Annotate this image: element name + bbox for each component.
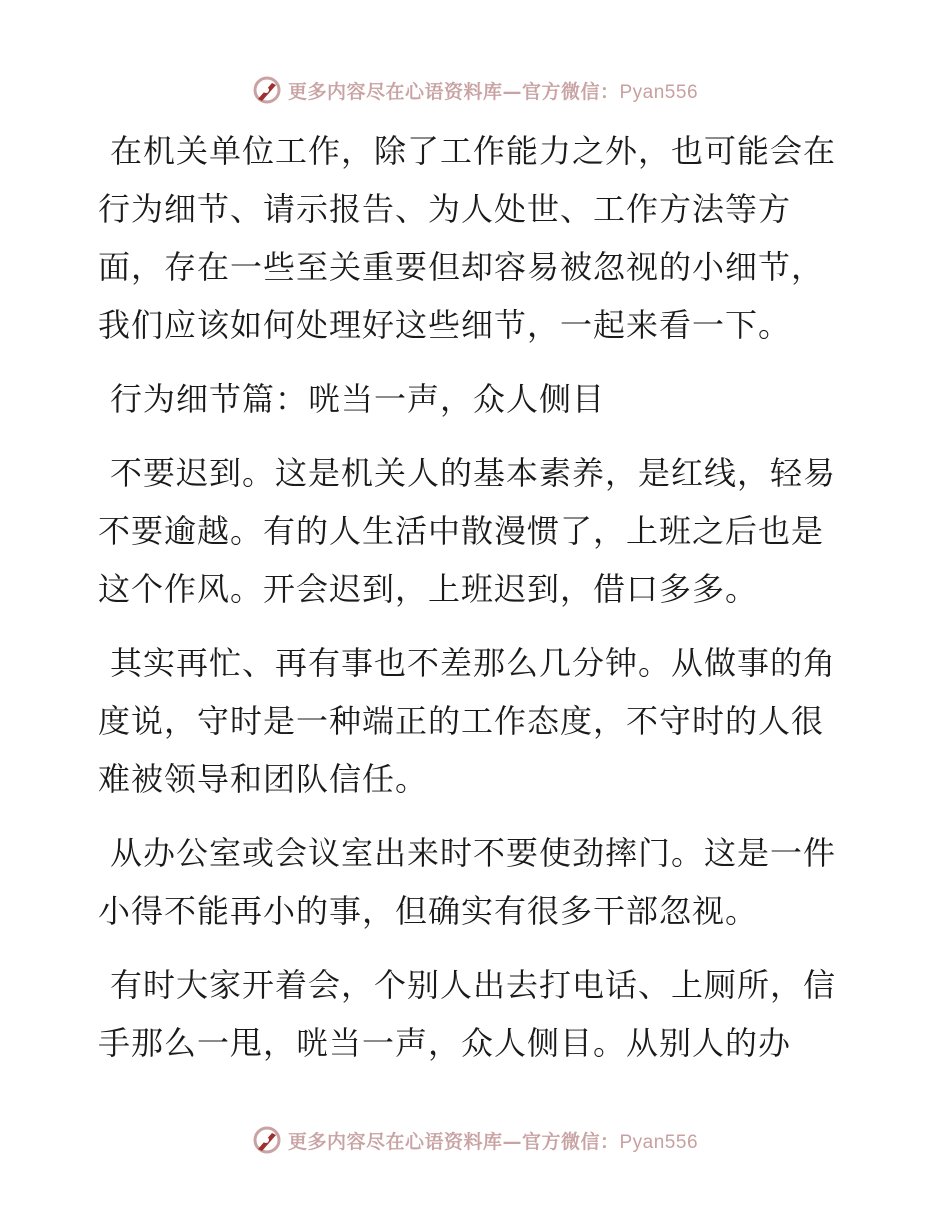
watermark-text: 更多内容尽在心语资料库—官方微信：Pyan556 bbox=[287, 1130, 699, 1153]
watermark-text: 更多内容尽在心语资料库—官方微信：Pyan556 bbox=[287, 80, 699, 103]
watermark-id: Pyan556 bbox=[619, 1131, 699, 1153]
document-body bbox=[98, 122, 850, 1072]
watermark-id: Pyan556 bbox=[619, 81, 699, 103]
paragraph-punctuality: 不要迟到。这是机关人的基本素养，是红线，轻易不要逾越。有的人生活中散漫惯了，上班之后也是这个作风。开会迟到，上班迟到，借口多多。 bbox=[98, 454, 837, 608]
brush-logo-icon bbox=[252, 75, 282, 105]
paragraph-meeting: 有时大家开着会，个别人出去打电话、上厕所，信手那么一甩，咣当一声，众人侧目。从别人的办 bbox=[98, 966, 837, 1062]
paragraph-intro: 在机关单位工作，除了工作能力之外，也可能会在行为细节、请示报告、为人处世、工作方法等方面，存在一些至关重要但却容易被忽视的小细节，我们应该如何处理好这些细节，一起来看一下。 bbox=[98, 132, 837, 344]
section-heading: 行为细节篇：咣当一声，众人侧目 bbox=[110, 380, 606, 418]
paragraph-attitude: 其实再忙、再有事也不差那么几分钟。从做事的角度说，守时是一种端正的工作态度，不守时的人很难被领导和团队信任。 bbox=[98, 644, 837, 798]
header-watermark bbox=[0, 70, 950, 110]
paragraph-door: 从办公室或会议室出来时不要使劲摔门。这是一件小得不能再小的事，但确实有很多干部忽视。 bbox=[98, 834, 837, 930]
brush-logo-icon bbox=[252, 1125, 282, 1155]
footer-watermark bbox=[0, 1120, 950, 1160]
